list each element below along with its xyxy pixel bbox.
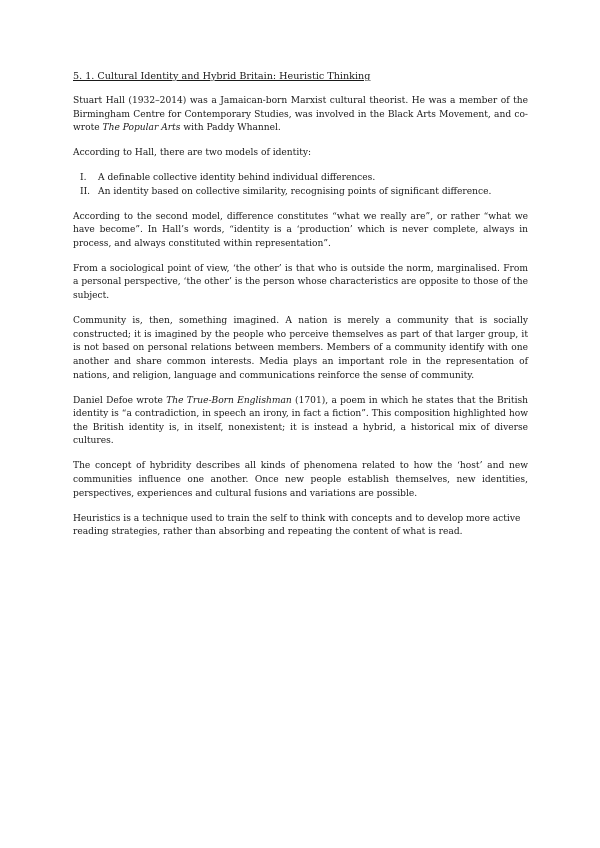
paragraph-text: with Paddy Whannel. [180,123,281,134]
list-number: I. [80,173,87,184]
paragraph-hybridity: The concept of hybridity describes all kinds of phenomena related to how the ‘host’ and new communities influence one another. Once new people establish themselves, new identities, perspectives, experiences and cultural fusions and variations are possible. [73,461,528,499]
list-number: II. [80,186,91,197]
paragraph-text: (1701), a poem in which he states that the British identity is “a contradiction, in speech an irony, in fact a fiction”. This composition highlighted how the British identity is, in itself, nonexistent; it is instead a hybrid, a historical mix of diverse cultures. [73,395,529,447]
book-title-popular-arts: The Popular Arts [102,123,181,134]
paragraph-stuart-hall [73,95,528,136]
paragraph-text: Daniel Defoe wrote [73,395,167,406]
paragraph-text: Stuart Hall (1932–2014) was a Jamaican-born Marxist cultural theorist. He was a member of the Birmingham Centre for Contemporary Studies, was involved in the Black Arts Movement, and co-wrote [73,96,528,134]
list-item [73,186,528,200]
identity-models-list [73,172,528,199]
book-title-true-born-englishman: The True-Born Englishman [166,395,292,406]
list-item-text: An identity based on collective similarity, recognising points of significant difference. [98,186,492,197]
paragraph-heuristics: Heuristics is a technique used to train the self to think with concepts and to develop more active reading strategies, rather than absorbing and repeating the content of what is read. [73,513,521,538]
section-heading: 5. 1. Cultural Identity and Hybrid Britain: Heuristic Thinking [73,71,371,82]
paragraph-second-model: According to the second model, difference constitutes “what we really are”, or rather “what we have become”. In Hall’s words, “identity is a ‘production’ which is never complete, always in process, and always constituted within representation”. [73,211,528,249]
paragraph-models-intro: According to Hall, there are two models of identity: [73,148,312,159]
paragraph-defoe [73,395,528,449]
list-item [73,172,528,186]
paragraph-community: Community is, then, something imagined. A nation is merely a community that is socially constructed; it is imagined by the people who perceive themselves as part of that larger group, it is not based on personal relations between members. Members of a community identify with one another and share common interests. Media plays an important role in the representation of nations, and religion, language and communications reinforce the sense of community. [73,316,528,381]
paragraph-the-other: From a sociological point of view, ‘the other’ is that who is outside the norm, marginalised. From a personal perspective, ‘the other’ is the person whose characteristics are opposite to those of the subject. [73,263,528,302]
document-page [73,70,528,551]
list-item-text: A definable collective identity behind individual differences. [98,173,376,184]
